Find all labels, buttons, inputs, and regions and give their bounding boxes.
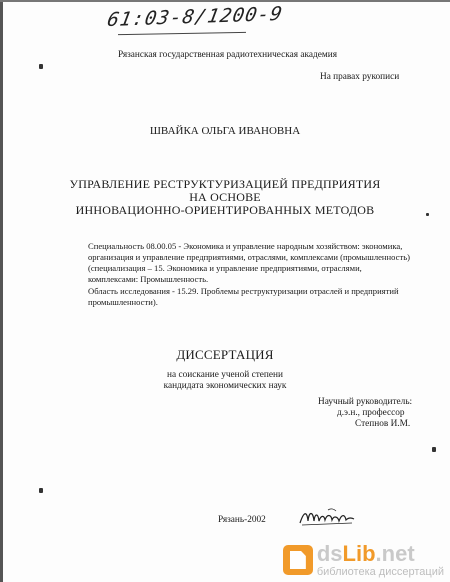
title-line-1: УПРАВЛЕНИЕ РЕСТРУКТУРИЗАЦИЕЙ ПРЕДПРИЯТИЯ bbox=[69, 177, 381, 191]
brand-prefix: ds bbox=[316, 540, 343, 566]
scan-speck bbox=[432, 447, 436, 452]
title-line-2: НА ОСНОВЕ bbox=[189, 190, 261, 204]
title-line-3: ИННОВАЦИОННО-ОРИЕНТИРОВАННЫХ МЕТОДОВ bbox=[75, 203, 375, 217]
handwritten-catalog-code: 61:03-8/1200-9 bbox=[105, 2, 285, 32]
handwritten-signature bbox=[298, 505, 356, 531]
brand-suffix: .net bbox=[375, 540, 415, 566]
document-icon bbox=[283, 545, 313, 575]
supervisor-label: Научный руководитель: bbox=[318, 397, 413, 407]
supervisor-degree: д.э.н., профессор bbox=[337, 408, 405, 418]
degree-purpose-line-1: на соискание ученой степени bbox=[167, 370, 283, 380]
watermark-text bbox=[316, 540, 444, 578]
watermark-subtitle: библиотека диссертаций bbox=[316, 565, 444, 578]
rights-note: На правах рукописи bbox=[320, 72, 400, 82]
document-type-heading: ДИССЕРТАЦИЯ bbox=[176, 347, 274, 362]
watermark-brand bbox=[316, 540, 444, 566]
supervisor-name: Степнов И.М. bbox=[355, 419, 411, 429]
specialty-paragraph: Специальность 08.00.05 - Экономика и управление народным хозяйством: экономика, организация и управление предприятиями, отраслями, комплексами (промышленность) (специализация – 15. Экономика и управление предприятиями, отраслями, комплексами: Промышленность. bbox=[88, 241, 410, 284]
degree-purpose-line-2: кандидата экономических наук bbox=[163, 381, 287, 391]
watermark bbox=[283, 542, 444, 578]
brand-highlight: Lib bbox=[342, 540, 376, 566]
research-area-paragraph: Область исследования - 15.29. Проблемы реструктуризации отраслей и предприятий промышленности). bbox=[88, 286, 399, 307]
scan-speck bbox=[426, 213, 429, 216]
city-year: Рязань-2002 bbox=[218, 515, 266, 525]
scan-edge-top bbox=[0, 0, 450, 2]
handwritten-underline bbox=[118, 32, 246, 35]
author-name: ШВАЙКА ОЛЬГА ИВАНОВНА bbox=[149, 125, 301, 137]
scan-speck bbox=[39, 64, 43, 69]
scan-speck bbox=[39, 488, 43, 493]
institution-name: Рязанская государственная радиотехническая академия bbox=[118, 50, 338, 60]
scan-edge-left bbox=[0, 0, 3, 582]
